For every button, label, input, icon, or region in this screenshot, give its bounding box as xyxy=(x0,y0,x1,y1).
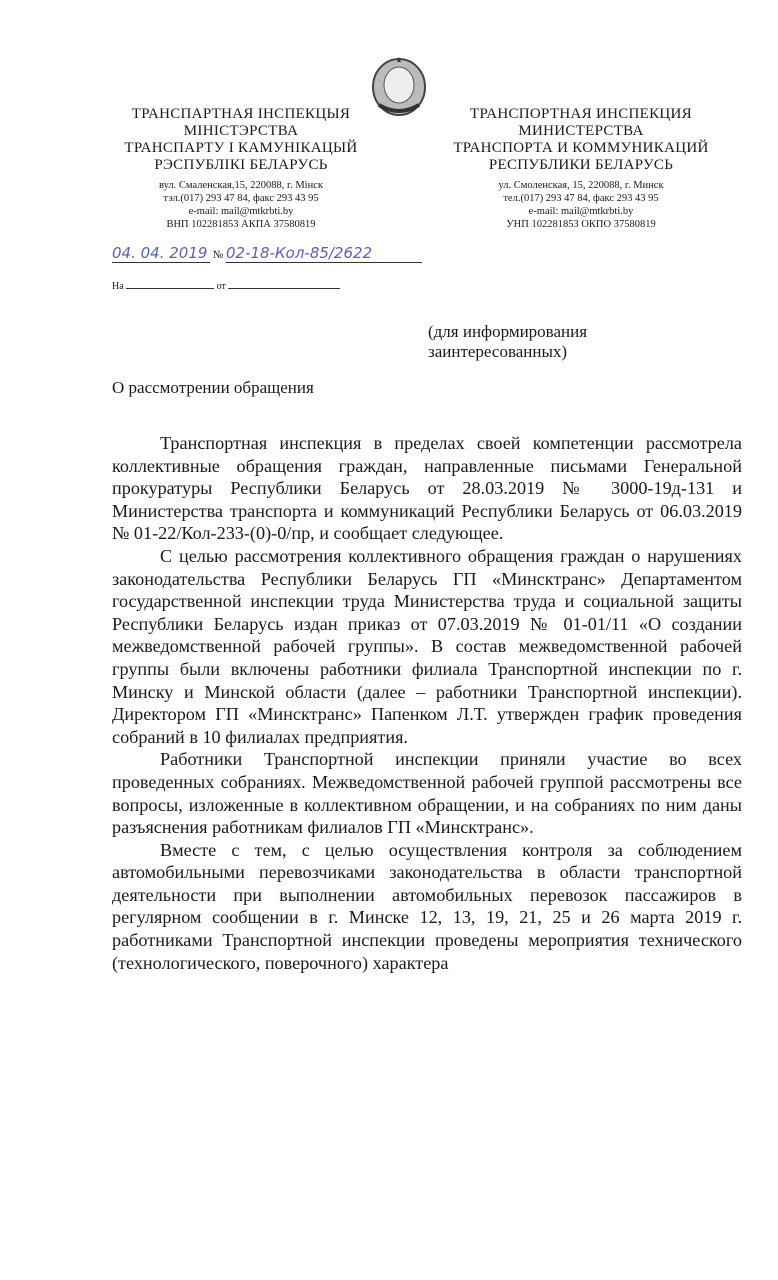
addressee-line: заинтересованных) xyxy=(428,342,568,361)
paragraph: Работники Транспортной инспекции приняли участие во всех проведенных собраниях. Межведомственной рабочей группой рассмотрены все вопросы, изложенные в коллективном обращении, и на собраниях по ним даны разъяснения работникам филиалов ГП «Минсктранс». xyxy=(112,749,742,838)
org-line: МИНИСТЕРСТВА xyxy=(518,123,644,139)
org-line: МІНІСТЭРСТВА xyxy=(183,123,299,139)
subject: О рассмотрении обращения xyxy=(112,378,314,397)
addressee xyxy=(428,322,587,362)
ids-line: ВНП 102281853 АКПА 37580819 xyxy=(166,219,316,230)
letter-body xyxy=(112,432,742,974)
header-belarusian xyxy=(106,106,376,231)
org-line: ТРАНСПОРТНАЯ ИНСПЕКЦИЯ xyxy=(470,106,692,122)
phone-line: тел.(017) 293 47 84, факс 293 43 95 xyxy=(503,193,659,204)
org-line: ТРАНСПАРТНАЯ ІНСПЕКЦЫЯ xyxy=(131,106,351,122)
reference-line xyxy=(112,281,340,292)
paragraph: Вместе с тем, с целью осуществления контроля за соблюдением автомобильными перевозчиками законодательства в области транспортной деятельности при выполнении автомобильных перевозок пассажиров в регулярном сообщении в г. Минске 12, 13, 19, 21, 25 и 26 марта 2019 г. работниками Транспортной инспекции проведены мероприятия технического (технологического, поверочного) характера xyxy=(112,839,742,973)
outgoing-number: 02-18-Кол-85/2622 xyxy=(226,244,422,263)
header-russian xyxy=(446,106,716,231)
registration-line xyxy=(112,244,422,263)
paragraph: С целью рассмотрения коллективного обращения граждан о нарушениях законодательства Республики Беларусь ГП «Минсктранс» Департаментом государственной инспекции труда Министерства труда и социальной защиты Республики Беларусь издан приказ от 07.03.2019 № 01-01/11 «О создании межведомственной рабочей группы». В состав межведомственной рабочей группы были включены работники филиала Транспортной инспекции по г. Минску и Минской области (далее – работники Транспортной инспекции). Директором ГП «Минсктранс» Папенком Л.Т. утвержден график проведения собраний в 10 филиалах предприятия. xyxy=(112,545,742,747)
phone-line: тэл.(017) 293 47 84, факс 293 43 95 xyxy=(163,193,319,204)
org-line: ТРАНСПОРТА И КОММУНИКАЦИЙ xyxy=(453,140,709,156)
paragraph: Транспортная инспекция в пределах своей компетенции рассмотрела коллективные обращения граждан, направленные письмами Генеральной прокуратуры Республики Беларусь от 28.03.2019 № 3000-19д-131 и Министерства транспорта и коммуникаций Республики Беларусь от 06.03.2019 № 01-22/Кол-233-(0)-0/пр, и сообщает следующее. xyxy=(112,433,742,544)
org-line: РЭСПУБЛІКІ БЕЛАРУСЬ xyxy=(154,157,328,173)
org-line: ТРАНСПАРТУ І КАМУНІКАЦЫЙ xyxy=(124,140,358,156)
address-line: ул. Смоленская, 15, 220088, г. Минск xyxy=(498,180,664,191)
ids-line: УНП 102281853 ОКПО 37580819 xyxy=(506,219,656,230)
addressee-line: (для информирования xyxy=(428,322,588,341)
na-label: На xyxy=(112,281,124,292)
number-label: № xyxy=(212,249,224,261)
state-emblem-icon xyxy=(371,55,427,117)
address-line: вул. Смаленская,15, 220088, г. Мінск xyxy=(159,180,323,191)
ot-label: от xyxy=(216,281,226,292)
email-line: e-mail: mail@mtkrbti.by xyxy=(528,206,634,217)
outgoing-date: 04. 04. 2019 xyxy=(112,244,210,263)
email-line: e-mail: mail@mtkrbti.by xyxy=(188,206,294,217)
org-line: РЕСПУБЛИКИ БЕЛАРУСЬ xyxy=(488,157,674,173)
